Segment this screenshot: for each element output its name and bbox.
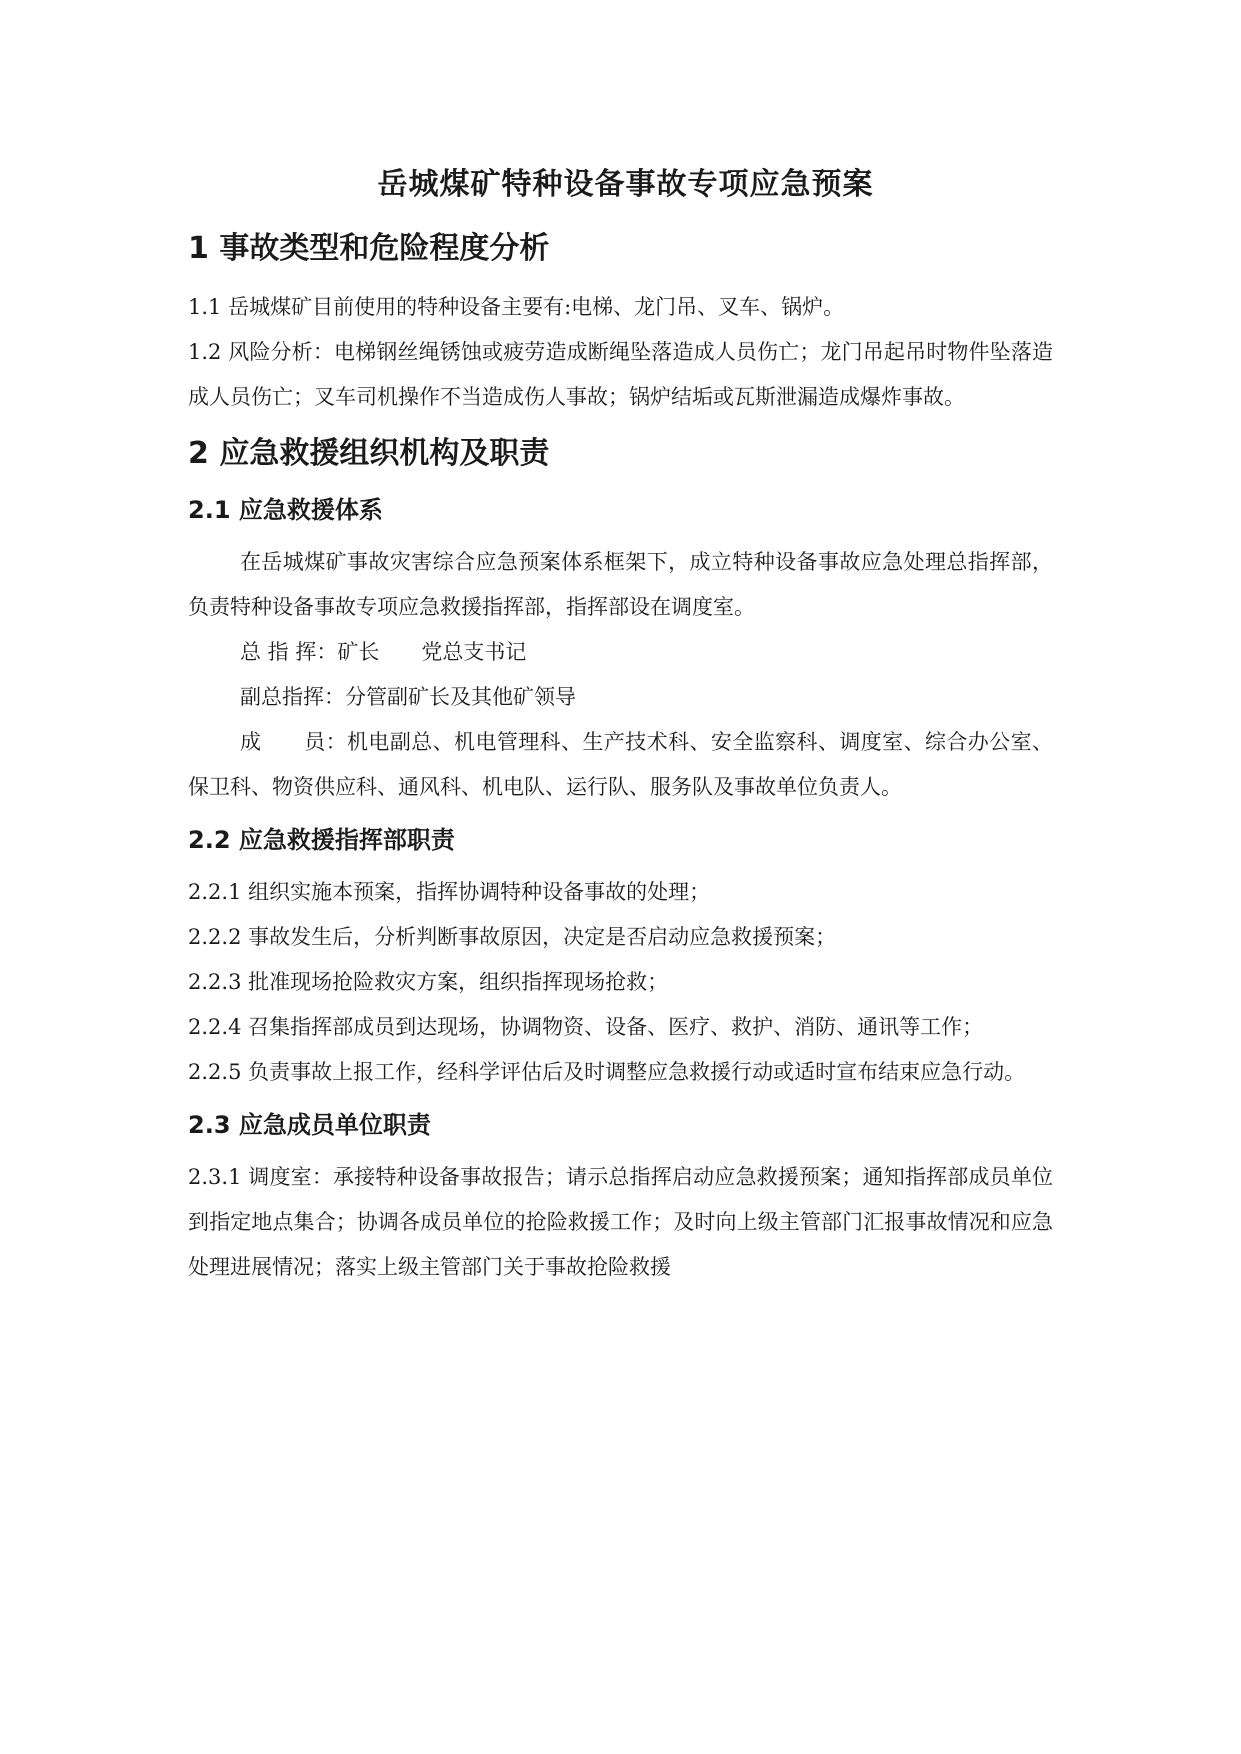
list-item-2-2-3: 2.2.3 批准现场抢险救灾方案，组织指挥现场抢救；	[188, 970, 669, 994]
section-2-heading: 2 应急救援组织机构及职责	[188, 436, 550, 471]
paragraph-2-1-intro: 在岳城煤矿事故灾害综合应急预案体系框架下，成立特种设备事故应急处理总指挥部，负责特种设备事故专项应急救援指挥部，指挥部设在调度室。	[188, 550, 1053, 619]
paragraph-2-1-members: 成 员：机电副总、机电管理科、生产技术科、安全监察科、调度室、综合办公室、保卫科、物资供应科、通风科、机电队、运行队、服务队及事故单位负责人。	[188, 730, 1053, 799]
document-body	[188, 155, 1053, 1290]
list-item-2-2-1: 2.2.1 组织实施本预案，指挥协调特种设备事故的处理；	[188, 880, 711, 904]
section-2-2-heading: 2.2 应急救援指挥部职责	[188, 826, 455, 854]
paragraph-1-2: 1.2 风险分析：电梯钢丝绳锈蚀或疲劳造成断绳坠落造成人员伤亡；龙门吊起吊时物件坠落造成人员伤亡；叉车司机操作不当造成伤人事故；锅炉结垢或瓦斯泄漏造成爆炸事故。	[188, 340, 1053, 409]
list-item-2-2-4: 2.2.4 召集指挥部成员到达现场，协调物资、设备、医疗、救护、消防、通讯等工作；	[188, 1015, 984, 1039]
list-item-2-2-5: 2.2.5 负责事故上报工作，经科学评估后及时调整应急救援行动或适时宣布结束应急行动。	[188, 1060, 1026, 1084]
paragraph-2-3-1: 2.3.1 调度室：承接特种设备事故报告；请示总指挥启动应急救援预案；通知指挥部成员单位到指定地点集合；协调各成员单位的抢险救援工作；及时向上级主管部门汇报事故情况和应急处理进展情况；落实上级主管部门关于事故抢险救援	[188, 1165, 1053, 1279]
document-title: 岳城煤矿特种设备事故专项应急预案	[377, 167, 874, 202]
section-2-3-heading: 2.3 应急成员单位职责	[188, 1111, 431, 1139]
paragraph-2-1-commander: 总 指 挥：矿长 党总支书记	[240, 640, 527, 664]
section-1-heading: 1 事故类型和危险程度分析	[188, 231, 550, 266]
section-2-1-heading: 2.1 应急救援体系	[188, 496, 383, 524]
paragraph-2-1-deputy: 副总指挥：分管副矿长及其他矿领导	[240, 685, 576, 709]
paragraph-1-1: 1.1 岳城煤矿目前使用的特种设备主要有:电梯、龙门吊、叉车、锅炉。	[188, 295, 845, 319]
list-item-2-2-2: 2.2.2 事故发生后，分析判断事故原因，决定是否启动应急救援预案；	[188, 925, 837, 949]
